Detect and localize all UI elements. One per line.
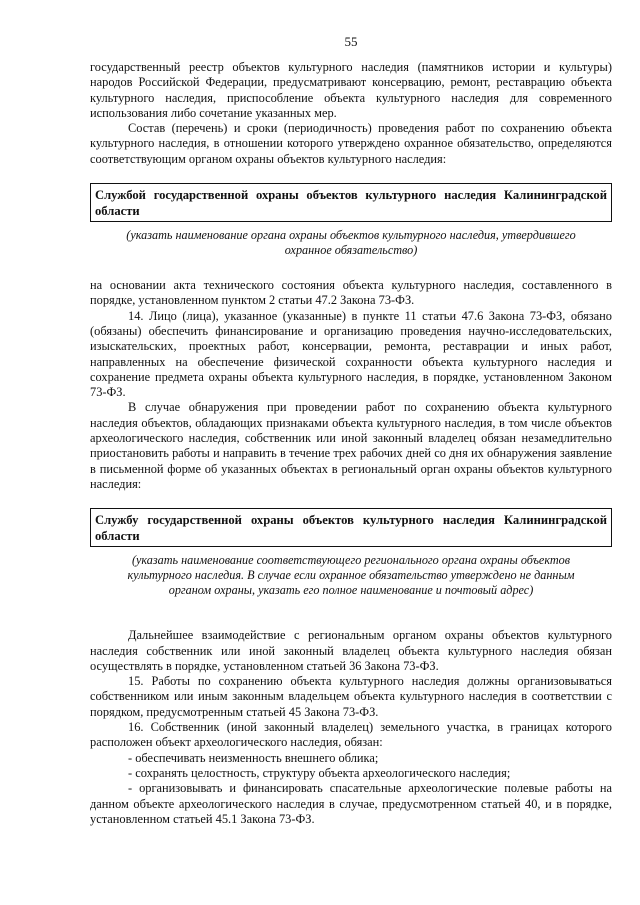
list-item-appearance: - обеспечивать неизменность внешнего облика; [128,750,379,765]
paragraph-technical-act: на основании акта технического состояния объекта культурного наследия, составленного в порядке, установленном пунктом 2 статьи 47.2 Закона 73-ФЗ. [90,278,612,308]
page-number: 55 [344,34,358,49]
paragraph-item-15: 15. Работы по сохранению объекта культурного наследия должны организовываться собственником или иным законным владельцем объекта культурного наследия в соответствии с порядком, предусмотренным статьей 45 Закона 73-ФЗ. [90,674,612,719]
authority-note-regional: (указать наименование соответствующего регионального органа охраны объектов культурного наследия. В случае если охранное обязательство утверждено не данным органом охраны, указать его полное наименование и почтовый адрес) [127,553,575,598]
paragraph-works-composition: Состав (перечень) и сроки (периодичность) проведения работ по сохранению объекта культурного наследия, в отношении которого утверждено охранное обязательство, определяются соответствующим органом охраны объектов культурного наследия: [90,121,612,166]
authority-note-approving: (указать наименование органа охраны объектов культурного наследия, утвердившего охранное обязательство) [126,228,576,258]
paragraph-discovery: В случае обнаружения при проведении работ по сохранению объекта культурного наследия объектов, обладающих признаками объекта культурного наследия, в том числе объектов археологического наследия, собственник или иной законный владелец обязан незамедлительно приостановить работы и направить в течение трех рабочих дней со дня их обнаружения заявление в письменной форме об указанных объектах в региональный орган охраны объектов культурного наследия: [90,400,612,491]
paragraph-item-14: 14. Лицо (лица), указанное (указанные) в пункте 11 статьи 47.6 Закона 73-ФЗ, обязано (обязаны) обеспечить финансирование и организацию проведения научно-исследовательских, изыскательских, проектных работ, консервации, ремонта, реставрации и иных работ, направленных на обеспечение физической сохранности объекта культурного наследия и сохранение предмета охраны объекта культурного наследия, в порядке, установленном Законом 73-ФЗ. [90,308,612,400]
paragraph-further-interaction: Дальнейшее взаимодействие с региональным органом охраны объектов культурного наследия собственник или иной законный владелец объекта культурного наследия обязан осуществлять в порядке, установленном статьей 36 Закона 73-ФЗ. [90,628,612,673]
list-item-integrity: - сохранять целостность, структуру объекта археологического наследия; [128,765,511,780]
authority-box-regional: Службу государственной охраны объектов культурного наследия Калининградской области [90,508,612,547]
list-item-rescue-works: - организовывать и финансировать спасательные археологические полевые работы на данном объекте археологического наследия в случае, предусмотренном статьей 40, и в порядке, установленном статьей 45.1 Закона 73-ФЗ. [90,781,612,826]
paragraph-item-16: 16. Собственник (иной законный владелец) земельного участка, в границах которого расположен объект археологического наследия, обязан: [90,720,612,750]
paragraph-continuation: государственный реестр объектов культурного наследия (памятников истории и культуры) народов Российской Федерации, предусматривают консервацию, ремонт, реставрацию объекта культурного наследия, приспособление объекта культурного наследия для современного использования либо сочетание указанных мер. [90,60,612,120]
authority-box-approving: Службой государственной охраны объектов культурного наследия Калининградской области [90,183,612,222]
